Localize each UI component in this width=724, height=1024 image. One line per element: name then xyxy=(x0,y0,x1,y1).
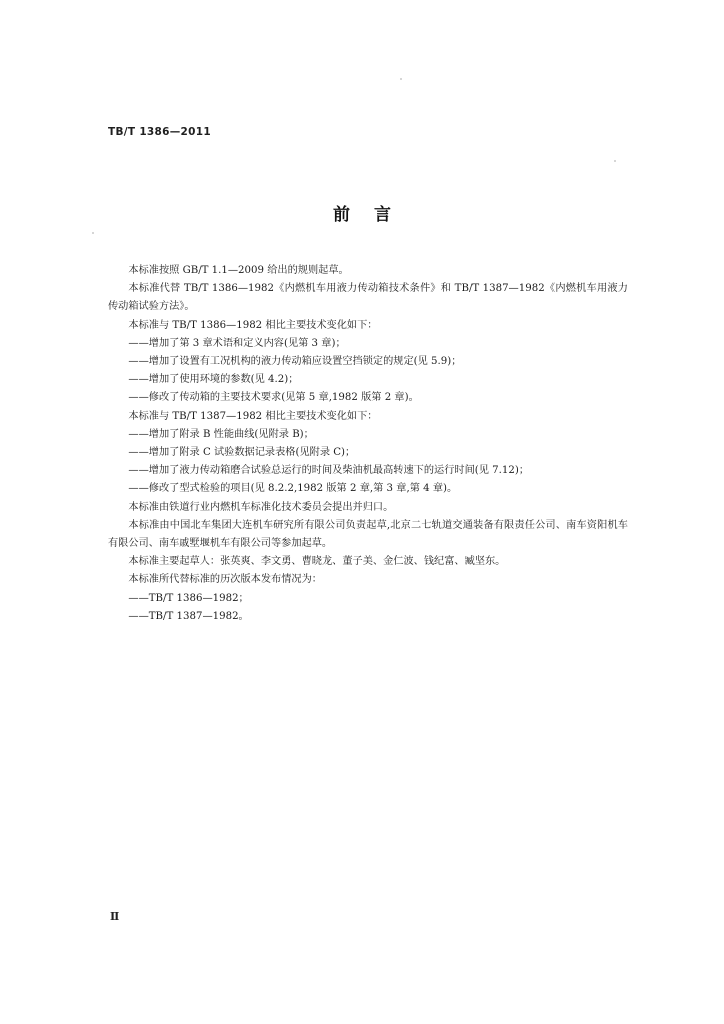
change-list-item: ——增加了附录 C 试验数据记录表格(见附录 C)； xyxy=(128,447,356,459)
standard-code-header: TB/T 1386—2011 xyxy=(108,126,211,138)
change-list-item: ——增加了第 3 章术语和定义内容(见第 3 章)； xyxy=(128,337,346,349)
change-list-item: ——修改了传动箱的主要技术要求(见第 5 章,1982 版第 2 章)。 xyxy=(128,392,419,404)
change-list-item: ——增加了使用环境的参数(见 4.2)； xyxy=(128,374,299,386)
change-list-item: ——TB/T 1387—1982。 xyxy=(128,610,249,622)
body-paragraph: 本标准所代替标准的历次版本发布情况为： xyxy=(128,574,322,586)
page-number: Ⅱ xyxy=(110,910,120,923)
change-list-item: ——TB/T 1386—1982； xyxy=(128,592,249,604)
change-list-item: ——增加了液力传动箱磨合试验总运行的时间及柴油机最高转速下的运行时间(见 7.12)； xyxy=(128,465,530,477)
body-paragraph: 本标准与 TB/T 1386—1982 相比主要技术变化如下： xyxy=(128,319,378,331)
change-list-item: ——修改了型式检验的项目(见 8.2.2,1982 版第 2 章,第 3 章,第 4 章)。 xyxy=(128,483,458,495)
body-paragraph: 本标准主要起草人：张英爽、李文勇、曹晓龙、董子美、金仁波、钱纪富、臧坚东。 xyxy=(128,556,506,568)
body-paragraph: 本标准与 TB/T 1387—1982 相比主要技术变化如下： xyxy=(128,410,378,422)
scan-speck xyxy=(614,160,616,162)
foreword-body xyxy=(108,262,628,626)
scan-speck xyxy=(400,78,402,80)
body-paragraph: 本标准由铁道行业内燃机车标准化技术委员会提出并归口。 xyxy=(128,501,394,513)
scan-speck xyxy=(92,232,94,234)
change-list-item: ——增加了附录 B 性能曲线(见附录 B)； xyxy=(128,428,314,440)
body-paragraph: 本标准代替 TB/T 1386—1982《内燃机车用液力传动箱技术条件》和 TB/T 1387—1982《内燃机车用液力传动箱试验方法》。 xyxy=(108,283,628,313)
page-title: 前言 xyxy=(333,205,415,225)
body-paragraph: 本标准由中国北车集团大连机车研究所有限公司负责起草,北京二七轨道交通装备有限责任公司、南车资阳机车有限公司、南车戚墅堰机车有限公司等参加起草。 xyxy=(108,519,628,550)
change-list-item: ——增加了设置有工况机构的液力传动箱应设置空挡锁定的规定(见 5.9)； xyxy=(128,356,462,368)
body-paragraph: 本标准按照 GB/T 1.1—2009 给出的规则起草。 xyxy=(128,265,349,276)
